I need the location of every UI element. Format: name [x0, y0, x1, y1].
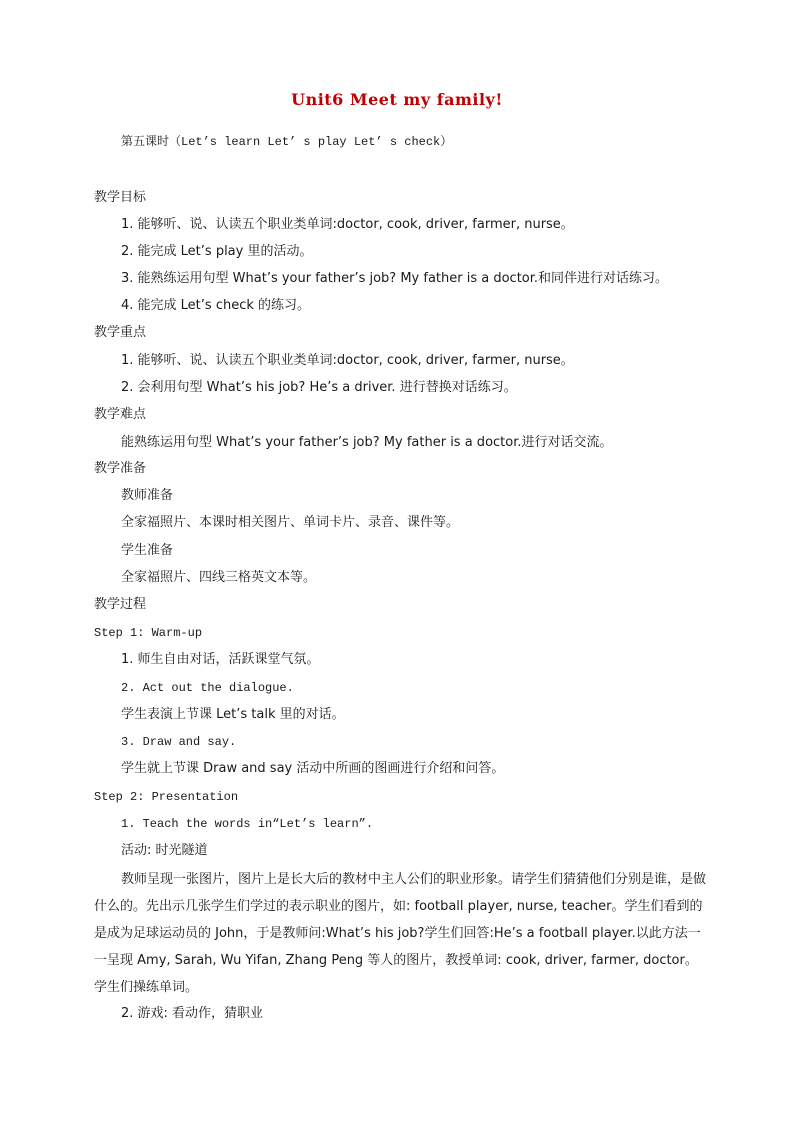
objectives-heading: 教学目标	[94, 190, 147, 205]
objective-item: 3. 能熟练运用句型 What’s your father’s job? My father is a doctor.和同伴进行对话练习。	[121, 271, 669, 286]
step1-line: 学生表演上节课 Let’s talk 里的对话。	[121, 707, 345, 722]
step2-paragraph	[94, 866, 706, 1001]
objective-item: 2. 能完成 Let’s play 里的活动。	[121, 244, 313, 259]
lesson-subtitle: 第五课时（Let’s learn Let’ s play Let’ s check）	[121, 135, 453, 149]
teacher-preparation-heading: 教师准备	[121, 488, 174, 503]
step2-item: 2. 游戏: 看动作，猜职业	[121, 1006, 264, 1021]
difficulties-text: 能熟练运用句型 What’s your father’s job? My father is a doctor.进行对话交流。	[121, 435, 613, 450]
process-heading: 教学过程	[94, 597, 147, 612]
step2-item: 1. Teach the words in“Let’s learn”.	[121, 817, 374, 831]
key-points-heading: 教学重点	[94, 325, 147, 340]
student-preparation-text: 全家福照片、四线三格英文本等。	[121, 570, 317, 585]
step1-line: 学生就上节课 Draw and say 活动中所画的图画进行介绍和问答。	[121, 761, 505, 776]
step1-line: 1. 师生自由对话，活跃课堂气氛。	[121, 652, 320, 667]
document-title: Unit6 Meet my family!	[291, 90, 503, 109]
difficulties-heading: 教学难点	[94, 407, 147, 422]
step2-heading: Step 2: Presentation	[94, 790, 239, 804]
student-preparation-heading: 学生准备	[121, 543, 174, 558]
step1-line: 3. Draw and say.	[121, 735, 237, 749]
objective-item: 1. 能够听、说、认读五个职业类单词:doctor, cook, driver, farmer, nurse。	[121, 217, 574, 232]
key-point-item: 1. 能够听、说、认读五个职业类单词:doctor, cook, driver, farmer, nurse。	[121, 353, 574, 368]
step2-activity: 活动: 时光隧道	[121, 843, 208, 858]
step1-line: 2. Act out the dialogue.	[121, 681, 294, 695]
preparation-heading: 教学准备	[94, 461, 147, 476]
objective-item: 4. 能完成 Let’s check 的练习。	[121, 298, 311, 313]
key-point-item: 2. 会利用句型 What’s his job? He’s a driver. 进行替换对话练习。	[121, 380, 517, 395]
step2-paragraph-text: 教师呈现一张图片，图片上是长大后的教材中主人公们的职业形象。请学生们猜猜他们分别是谁，是做什么的。先出示几张学生们学过的表示职业的图片，如: football player, nurse, teacher。学生们看到的是成为足球运动员的 John，于是教师问:What’s his job?学生们回答:He’s a football player.以此方法一一呈现 Amy, Sarah, Wu Yifan, Zhang Peng 等人的图片，教授单词: cook, driver, farmer, doctor。学生们操练单词。	[94, 872, 707, 995]
step1-heading: Step 1: Warm-up	[94, 626, 203, 640]
teacher-preparation-text: 全家福照片、本课时相关图片、单词卡片、录音、课件等。	[121, 515, 460, 530]
